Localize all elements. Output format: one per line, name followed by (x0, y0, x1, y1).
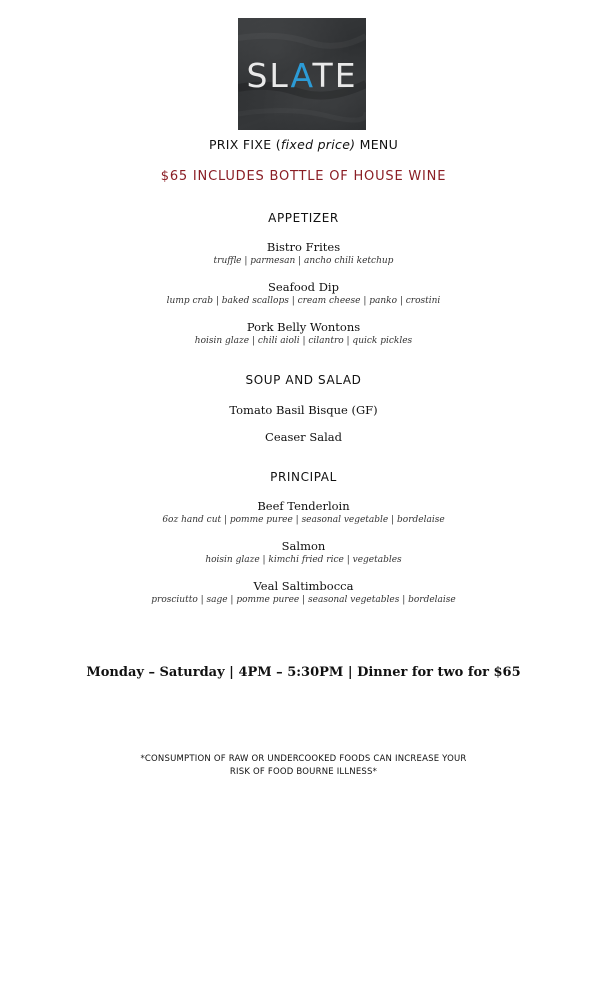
section-title-principal: PRINCIPAL (270, 470, 337, 484)
prix-text-italic: fixed price) (280, 137, 356, 152)
menu-item-description: lump crab | baked scallops | cream cheese | panko | crostini (166, 296, 441, 306)
menu-item-name: Ceaser Salad (265, 430, 342, 444)
disclaimer-line: *CONSUMPTION OF RAW OR UNDERCOOKED FOODS CAN INCREASE YOUR (140, 754, 467, 764)
prix-text-start: PRIX FIXE ( (208, 137, 281, 152)
menu-item-name: Tomato Basil Bisque (GF) (229, 403, 378, 417)
menu-item-name: Beef Tenderloin (257, 499, 350, 513)
menu-item-description: prosciutto | sage | pomme puree | seasonal vegetables | bordelaise (151, 595, 456, 605)
disclaimer-line: RISK OF FOOD BOURNE ILLNESS* (229, 767, 378, 777)
menu-item-description: 6oz hand cut | pomme puree | seasonal vegetable | bordelaise (162, 515, 445, 525)
section-title-appetizer: APPETIZER (268, 211, 339, 225)
menu-item-name: Salmon (281, 539, 326, 553)
menu-item-name: Seafood Dip (268, 280, 339, 294)
menu-item-description: hoisin glaze | chili aioli | cilantro | quick pickles (194, 336, 413, 346)
logo-text-start: SL (246, 56, 291, 95)
food-safety-disclaimer (0, 753, 607, 779)
menu-item-name: Veal Saltimbocca (253, 579, 354, 593)
menu-item-name: Pork Belly Wontons (246, 320, 361, 334)
logo-text-accent: A (290, 56, 313, 95)
hours-line: Monday – Saturday | 4PM – 5:30PM | Dinner for two for $65 (86, 665, 521, 680)
prix-fixe-heading (0, 137, 607, 152)
menu-item-name: Bistro Frites (266, 240, 341, 254)
menu-item-description: truffle | parmesan | ancho chili ketchup (213, 256, 394, 266)
logo-text-end: TE (312, 56, 358, 95)
section-title-soup-salad: SOUP AND SALAD (245, 373, 362, 387)
slate-logo (238, 18, 366, 130)
menu-item-description: hoisin glaze | kimchi fried rice | vegetables (205, 555, 402, 565)
price-line: $65 INCLUDES BOTTLE OF HOUSE WINE (160, 169, 447, 184)
logo-wordmark (238, 56, 366, 96)
prix-text-end: MENU (355, 137, 399, 152)
